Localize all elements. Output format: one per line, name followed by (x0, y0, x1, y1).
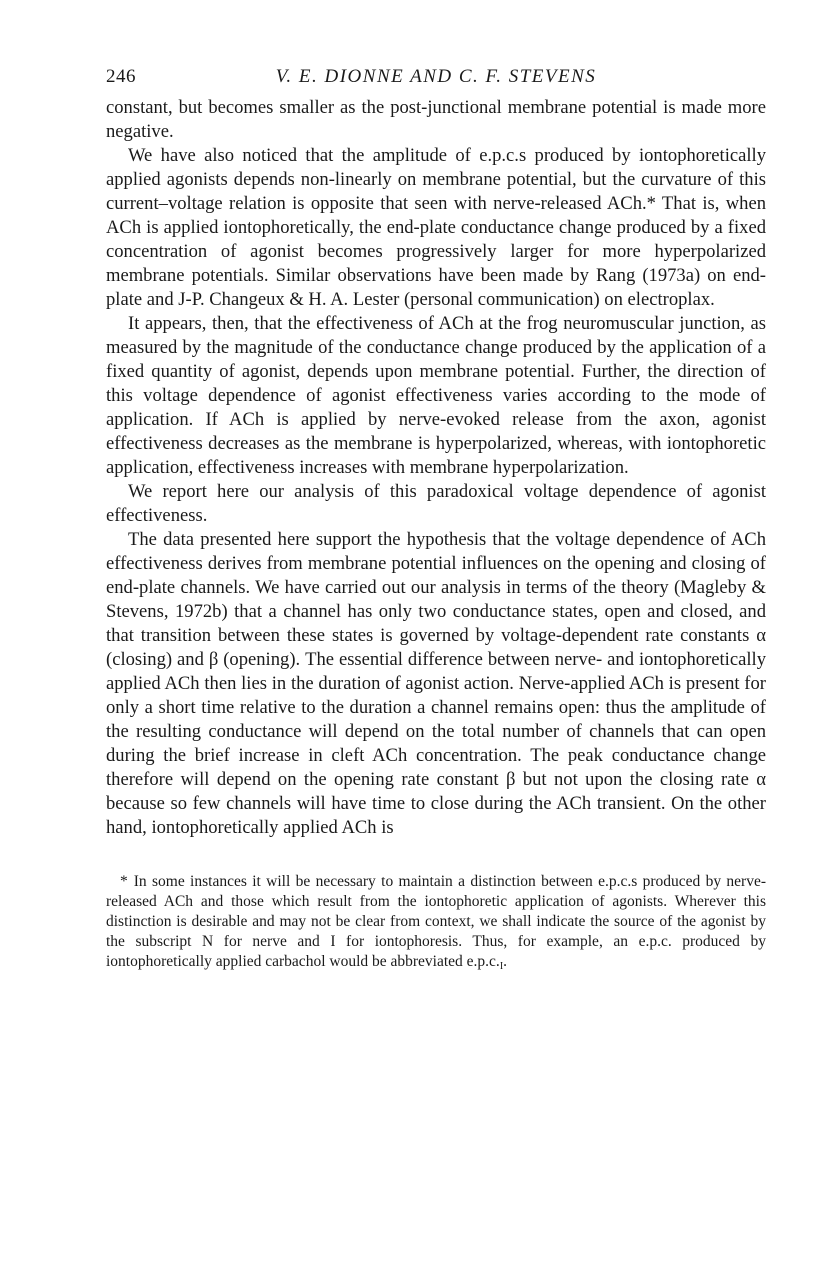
running-head-authors: V. E. DIONNE AND C. F. STEVENS (275, 66, 597, 87)
footnote-marker: * (120, 873, 128, 890)
paragraph: It appears, then, that the effectiveness of ACh at the frog neuromuscular junction, as measured by the magnitude of the conductance change produced by the application of a fixed quantity of agonist, depends upon membrane potential. Further, the direction of this voltage dependence of agonist effectiveness varies according to the mode of application. If ACh is applied by nerve-evoked release from the axon, agonist effectiveness decreases as the membrane is hyperpolarized, whereas, with iontophoretic application, effectiveness increases with membrane hyperpolarization. (106, 313, 766, 478)
footnote-end: . (503, 953, 508, 970)
footnote (106, 872, 766, 972)
paragraph: We report here our analysis of this paradoxical voltage dependence of agonist effectiveness. (106, 481, 766, 526)
running-head (106, 66, 766, 96)
paragraph-continued: constant, but becomes smaller as the post-junctional membrane potential is made more negative. (106, 97, 766, 142)
page-number: 246 (106, 66, 136, 87)
body-text (106, 96, 766, 840)
paragraph: We have also noticed that the amplitude of e.p.c.s produced by iontophoretically applied agonists depends non-linearly on membrane potential, but the curvature of this current–voltage relation is opposite that seen with nerve-released ACh.* That is, when ACh is applied iontophoretically, the end-plate conductance change produced by a fixed concentration of agonist becomes progressively larger for more hyperpolarized membrane potentials. Similar observations have been made by Rang (1973a) on end-plate and J-P. Changeux & H. A. Lester (personal communication) on electroplax. (106, 145, 766, 310)
footnote-subscript: I (499, 961, 504, 972)
paragraph: The data presented here support the hypothesis that the voltage dependence of ACh effectiveness derives from membrane potential influences on the opening and closing of end-plate channels. We have carried out our analysis in terms of the theory (Magleby & Stevens, 1972b) that a channel has only two conductance states, open and closed, and that transition between these states is governed by voltage-dependent rate constants α (closing) and β (opening). The essential difference between nerve- and iontophoretically applied ACh then lies in the duration of agonist action. Nerve-applied ACh is present for only a short time relative to the duration a channel remains open: thus the amplitude of the resulting conductance will depend on the total number of channels that can open during the brief increase in cleft ACh concentration. The peak conductance change therefore will depend on the opening rate constant β but not upon the closing rate α because so few channels will have time to close during the ACh transient. On the other hand, iontophoretically applied ACh is (106, 529, 766, 838)
journal-page (106, 66, 766, 972)
footnote-text: In some instances it will be necessary to maintain a distinction between e.p.c.s produced by nerve-released ACh and those which result from the iontophoretic application of agonists. Wherever this distinction is desirable and may not be clear from context, we shall indicate the source of the agonist by the subscript N for nerve and I for iontophoresis. Thus, for example, an e.p.c. produced by iontophoretically applied carbachol would be abbreviated e.p.c. (106, 873, 766, 970)
